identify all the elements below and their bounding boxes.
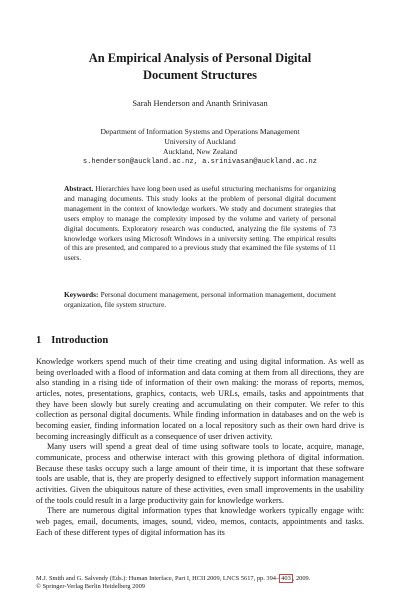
paragraph: There are numerous digital information types that knowledge workers typically engage with: web pages, email, documents, images, sound, video, memos, contacts, appointments and tasks. Each of these different types of digital information has its [36,506,364,537]
abstract-text: Hierarchies have long been used as useful structuring mechanisms for organizing and managing documents. This study looks at the problem of personal digital document management in the context of knowledge workers. We study and document strategies that users employ to manage the complexity imposed by the volume and variety of personal digital documents. Exploratory research was conducted, analyzing the file systems of 73 knowledge workers using Microsoft Windows in a university setting. The empirical results of this are presented, and compared to a previous study that examined the file systems of 11 users. [64,184,336,263]
abstract [64,184,336,263]
abstract-label: Abstract. [64,184,94,193]
section-number: 1 [36,335,42,346]
title-line-1: An Empirical Analysis of Personal Digital [88,51,312,65]
section-title: Introduction [51,335,109,346]
citation-text: M.J. Smith and G. Salvendy (Eds.): Human Interface, Part I, HCII 2009, LNCS 5617, pp. 394– [36,575,280,582]
keywords [64,290,336,310]
author-emails: s.henderson@auckland.ac.nz, a.srinivasan@auckland.ac.nz [82,158,318,166]
page-end-link[interactable]: 403 [281,575,291,582]
affiliation-city: Auckland, New Zealand [162,147,237,156]
authors: Sarah Henderson and Ananth Srinivasan [132,99,268,108]
copyright-line: © Springer-Verlag Berlin Heidelberg 2009 [36,583,145,591]
title-line-2: Document Structures [143,68,257,82]
paper-title [40,50,360,84]
citation-line [36,575,364,583]
body-text [36,357,364,538]
keywords-label: Keywords: [64,290,99,299]
paragraph: Many users will spend a great deal of time using software tools to locate, acquire, manage, communicate, process and otherwise interact with this growing plethora of digital information. Because these tasks occupy such a large amount of their time, it is important that these software tools are usable, that is, they are properly designed to effectively support information management activities. Given the ubiquitous nature of these activities, even small improvements in the usability of the tools could result in a large productivity gain for knowledge workers. [36,442,364,505]
paragraph: Knowledge workers spend much of their time creating and using digital information. As well as being overloaded with a flood of information and data coming at them from all directions, they are also standing in a rising tide of information of their own making: the morass of reports, memos, articles, notes, presentations, graphics, contacts, web URLs, emails, tasks and appointments that they have been slowly but surely creating and accumulating on their computer. We refer to this collection as personal digital documents. While finding information in databases and on the web is becoming easier, finding information located on a local repository such as their own hard drive is becoming increasingly difficult as a consequence of user driven activity. [36,357,364,441]
affiliation-department: Department of Information Systems and Operations Management [100,127,300,136]
keywords-text: Personal document management, personal information management, document organization, file system structure. [64,290,336,309]
section-heading [36,335,108,346]
affiliation [30,127,370,167]
citation-year: , 2009. [292,575,311,582]
footnote [36,575,364,591]
affiliation-university: University of Auckland [164,137,236,146]
